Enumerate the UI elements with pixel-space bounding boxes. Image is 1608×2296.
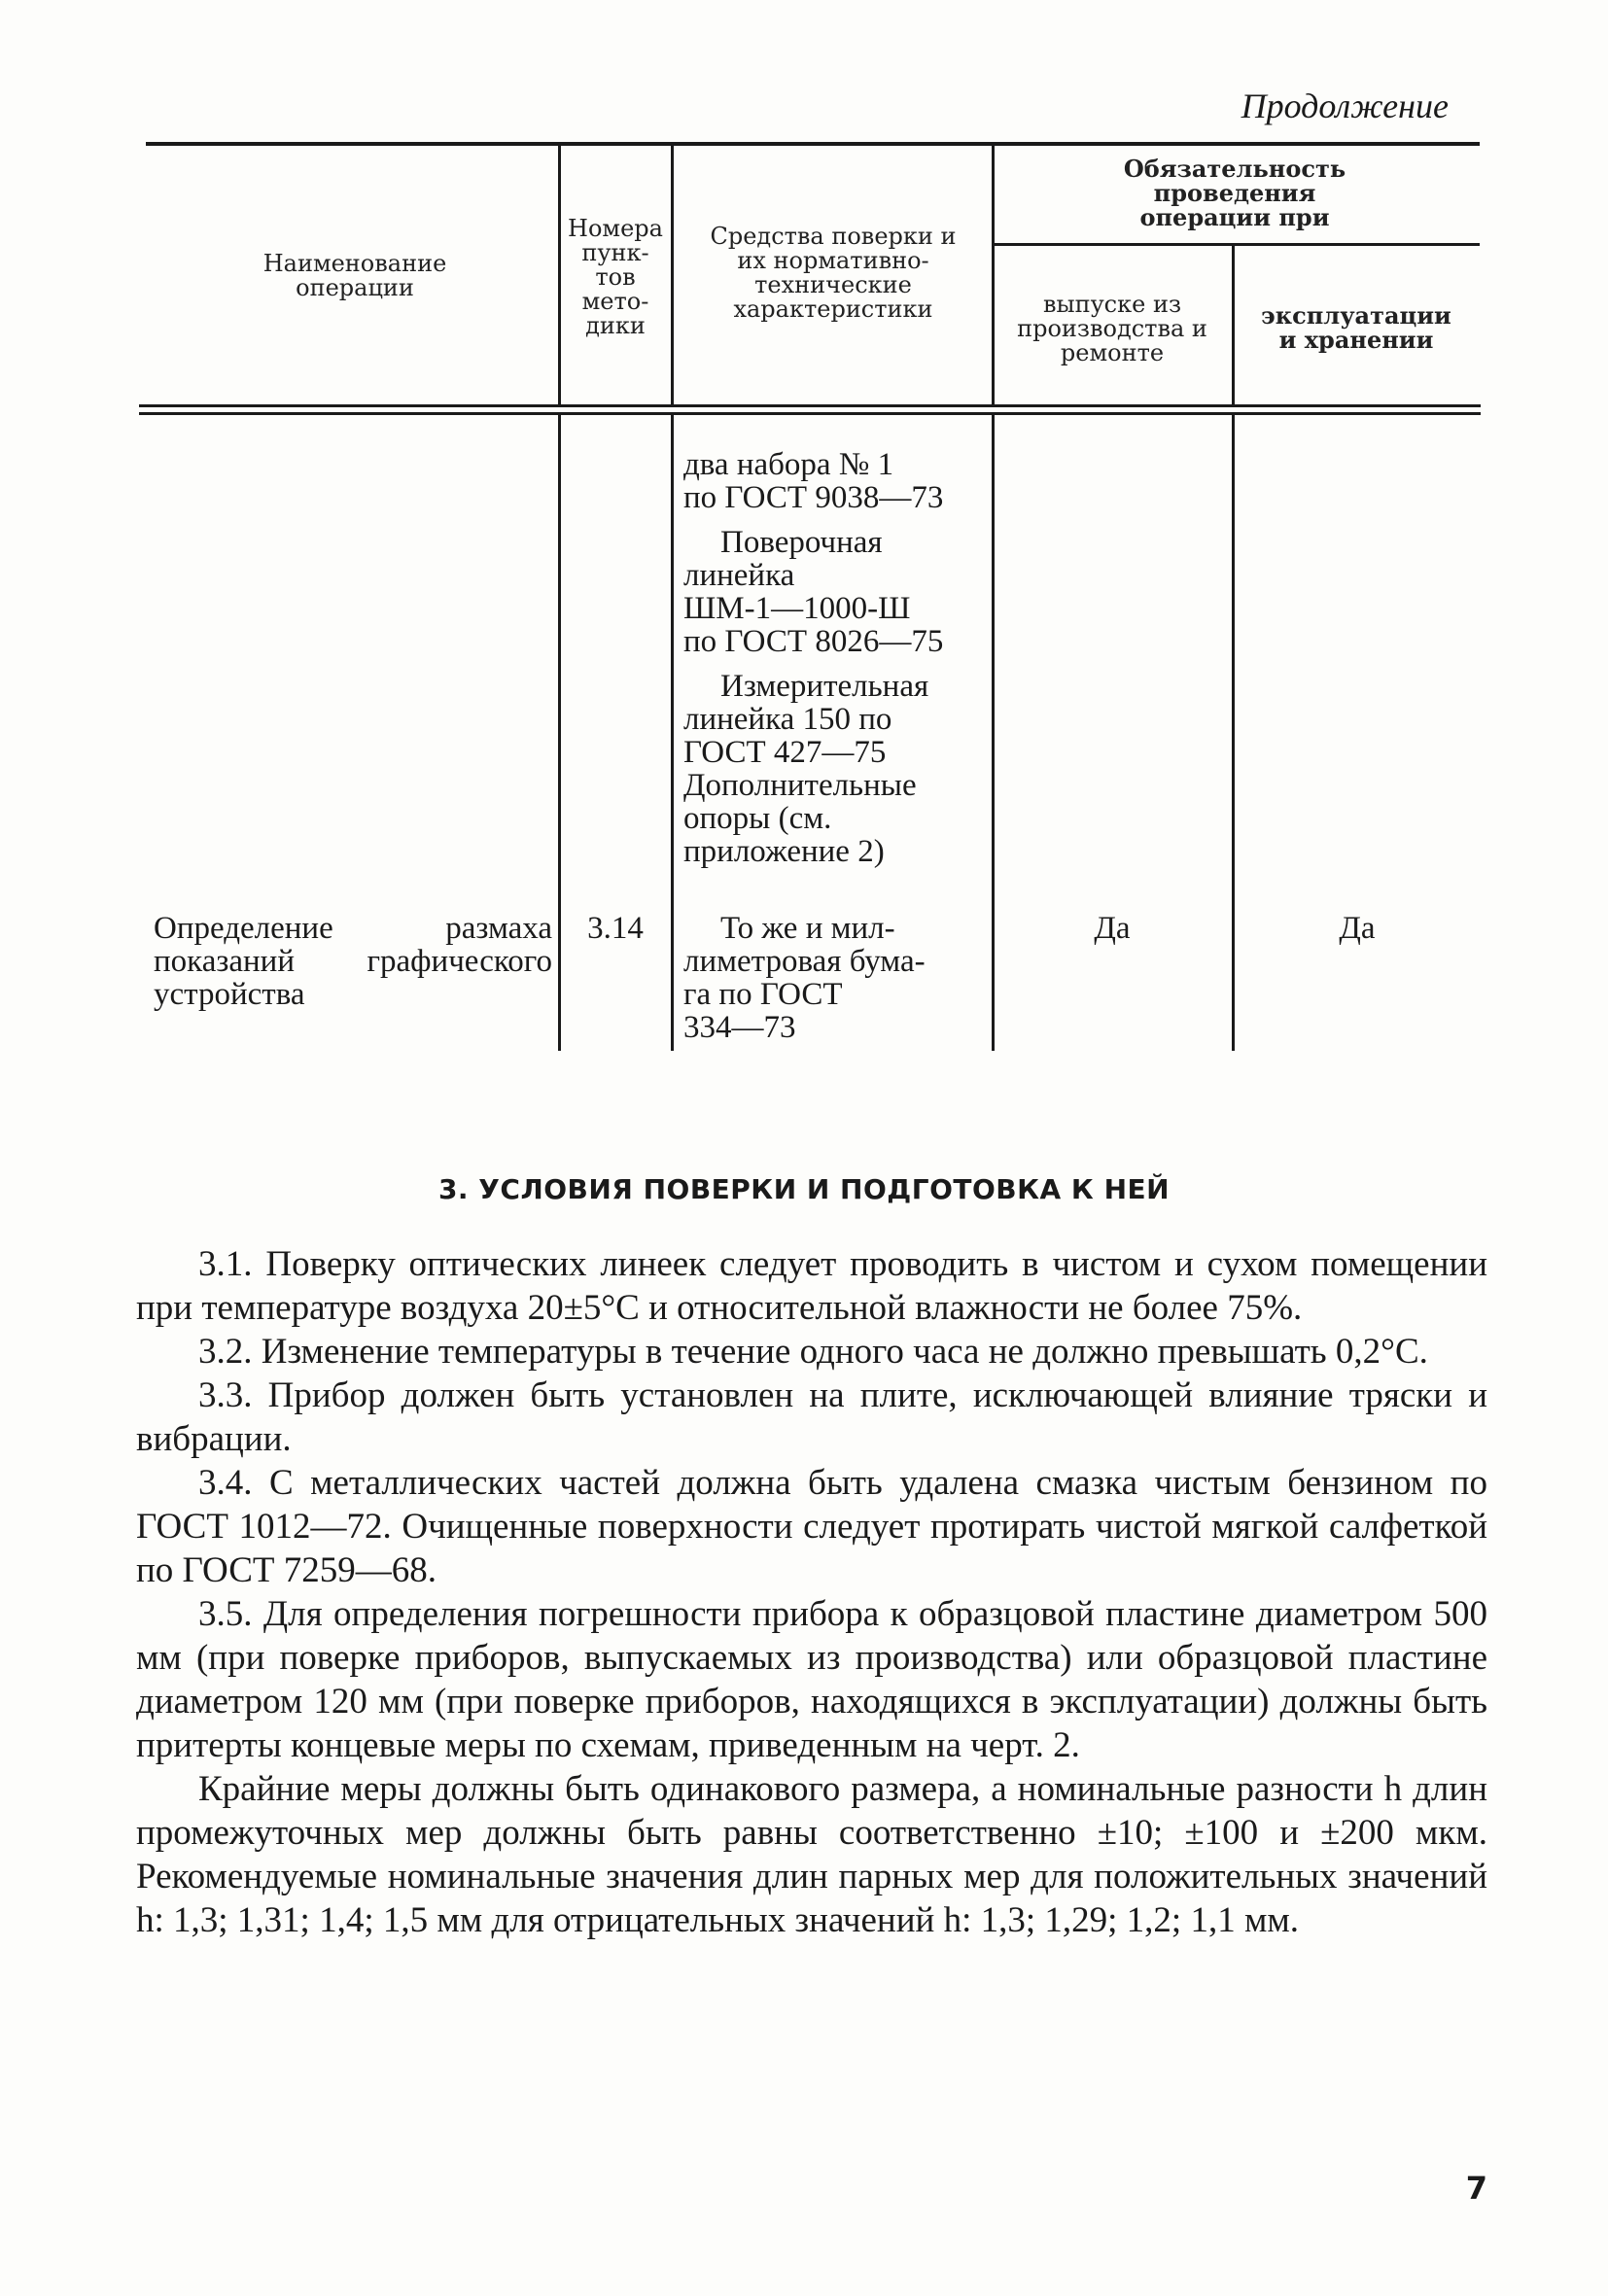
means-line: 334—73 xyxy=(683,1010,796,1045)
means-line: по ГОСТ 9038—73 xyxy=(683,480,944,515)
col-divider-1-body xyxy=(558,415,561,1051)
row-operation-name: Определение размаха показаний графического устройства xyxy=(154,911,552,1012)
means-line: То же и мил- xyxy=(720,911,895,946)
section-body xyxy=(136,1242,1487,1942)
means-line: Дополнительные xyxy=(683,768,917,803)
col-divider-2 xyxy=(671,146,674,404)
page-number: 7 xyxy=(1465,2170,1487,2207)
col-divider-4 xyxy=(1232,245,1235,404)
paragraph: 3.2. Изменение температуры в течение одного часа не должно превышать 0,2°С. xyxy=(198,1332,1428,1372)
table-header-bottom-rule-2 xyxy=(139,412,1481,415)
col-divider-3 xyxy=(992,146,995,404)
means-line: Поверочная xyxy=(720,525,883,560)
paragraph: Крайние меры должны быть одинакового размера, а номинальные разности h длин промежуточных мер должны быть равны соответственно ±10; ±100 и ±200 мкм. Рекомендуемые номинальные значения длин парных мер для положительных значений h: 1,3; 1,31; 1,4; 1,5 мм для отрицательных значений h: 1,3; 1,29; 1,2; 1,1 мм. xyxy=(136,1769,1487,1940)
continued-label: Продолжение xyxy=(1241,87,1449,125)
means-line: лиметровая бума- xyxy=(683,944,926,979)
column-header-operation-name: Наименование операции xyxy=(262,250,447,301)
means-line: по ГОСТ 8026—75 xyxy=(683,624,944,659)
means-item xyxy=(683,526,995,658)
means-line: линейка 150 по xyxy=(683,702,892,737)
means-item xyxy=(683,448,995,514)
means-line: линейка xyxy=(683,558,795,593)
col-divider-1 xyxy=(558,146,561,404)
col-divider-4-body xyxy=(1232,415,1235,1051)
paragraph: 3.4. С металлических частей должна быть удалена смазка чистым бензином по ГОСТ 1012—72. Очищенные поверхности следует протирать чистой мягкой салфеткой по ГОСТ 7259—68. xyxy=(136,1463,1487,1590)
paragraph: 3.5. Для определения погрешности прибора к образцовой пластине диаметром 500 мм (при поверке приборов, выпускаемых из производства) или образцовой пластине диаметром 120 мм (при поверке приборов, находящихся в эксплуатации) должны быть притерты концевые меры по схемам, приведенным на черт. 2. xyxy=(136,1594,1487,1765)
paragraph: 3.3. Прибор должен быть установлен на плите, исключающей влияние тряски и вибрации. xyxy=(136,1375,1487,1459)
means-line: ГОСТ 427—75 xyxy=(683,735,887,770)
means-line: приложение 2) xyxy=(683,834,885,869)
table-header-sub-rule xyxy=(994,243,1480,246)
means-line: ШМ-1—1000-Ш xyxy=(683,591,911,626)
paragraph: 3.1. Поверку оптических линеек следует проводить в чистом и сухом помещении при температуре воздуха 20±5°С и относительной влажности не более 75%. xyxy=(136,1244,1487,1328)
means-line: га по ГОСТ xyxy=(683,977,843,1012)
col-divider-2-body xyxy=(671,415,674,1051)
column-header-at-operation: эксплуатации и хранении xyxy=(1261,301,1451,354)
means-line: два набора № 1 xyxy=(683,447,894,482)
means-line: опоры (см. xyxy=(683,801,832,836)
row-clause-number: 3.14 xyxy=(587,911,644,946)
row-mandatory-release: Да xyxy=(1094,911,1131,946)
means-continued xyxy=(683,448,995,880)
table-top-rule xyxy=(146,142,1480,146)
row-mandatory-operation: Да xyxy=(1339,911,1376,946)
means-item xyxy=(683,670,995,868)
column-header-at-release: выпуске из производства и ремонте xyxy=(1017,291,1207,366)
means-line: Измерительная xyxy=(720,669,929,704)
table-header-bottom-rule xyxy=(139,404,1481,407)
column-header-mandatory-group: Обязательность проведения операции при xyxy=(1123,155,1346,231)
row-means xyxy=(683,912,995,1044)
column-header-clause-numbers: Номера пунк- тов мето- дики xyxy=(568,215,663,339)
column-header-verification-means: Средства поверки и их нормативно- технические характеристики xyxy=(710,223,957,323)
section-heading: 3. УСЛОВИЯ ПОВЕРКИ И ПОДГОТОВКА К НЕЙ xyxy=(437,1173,1171,1205)
